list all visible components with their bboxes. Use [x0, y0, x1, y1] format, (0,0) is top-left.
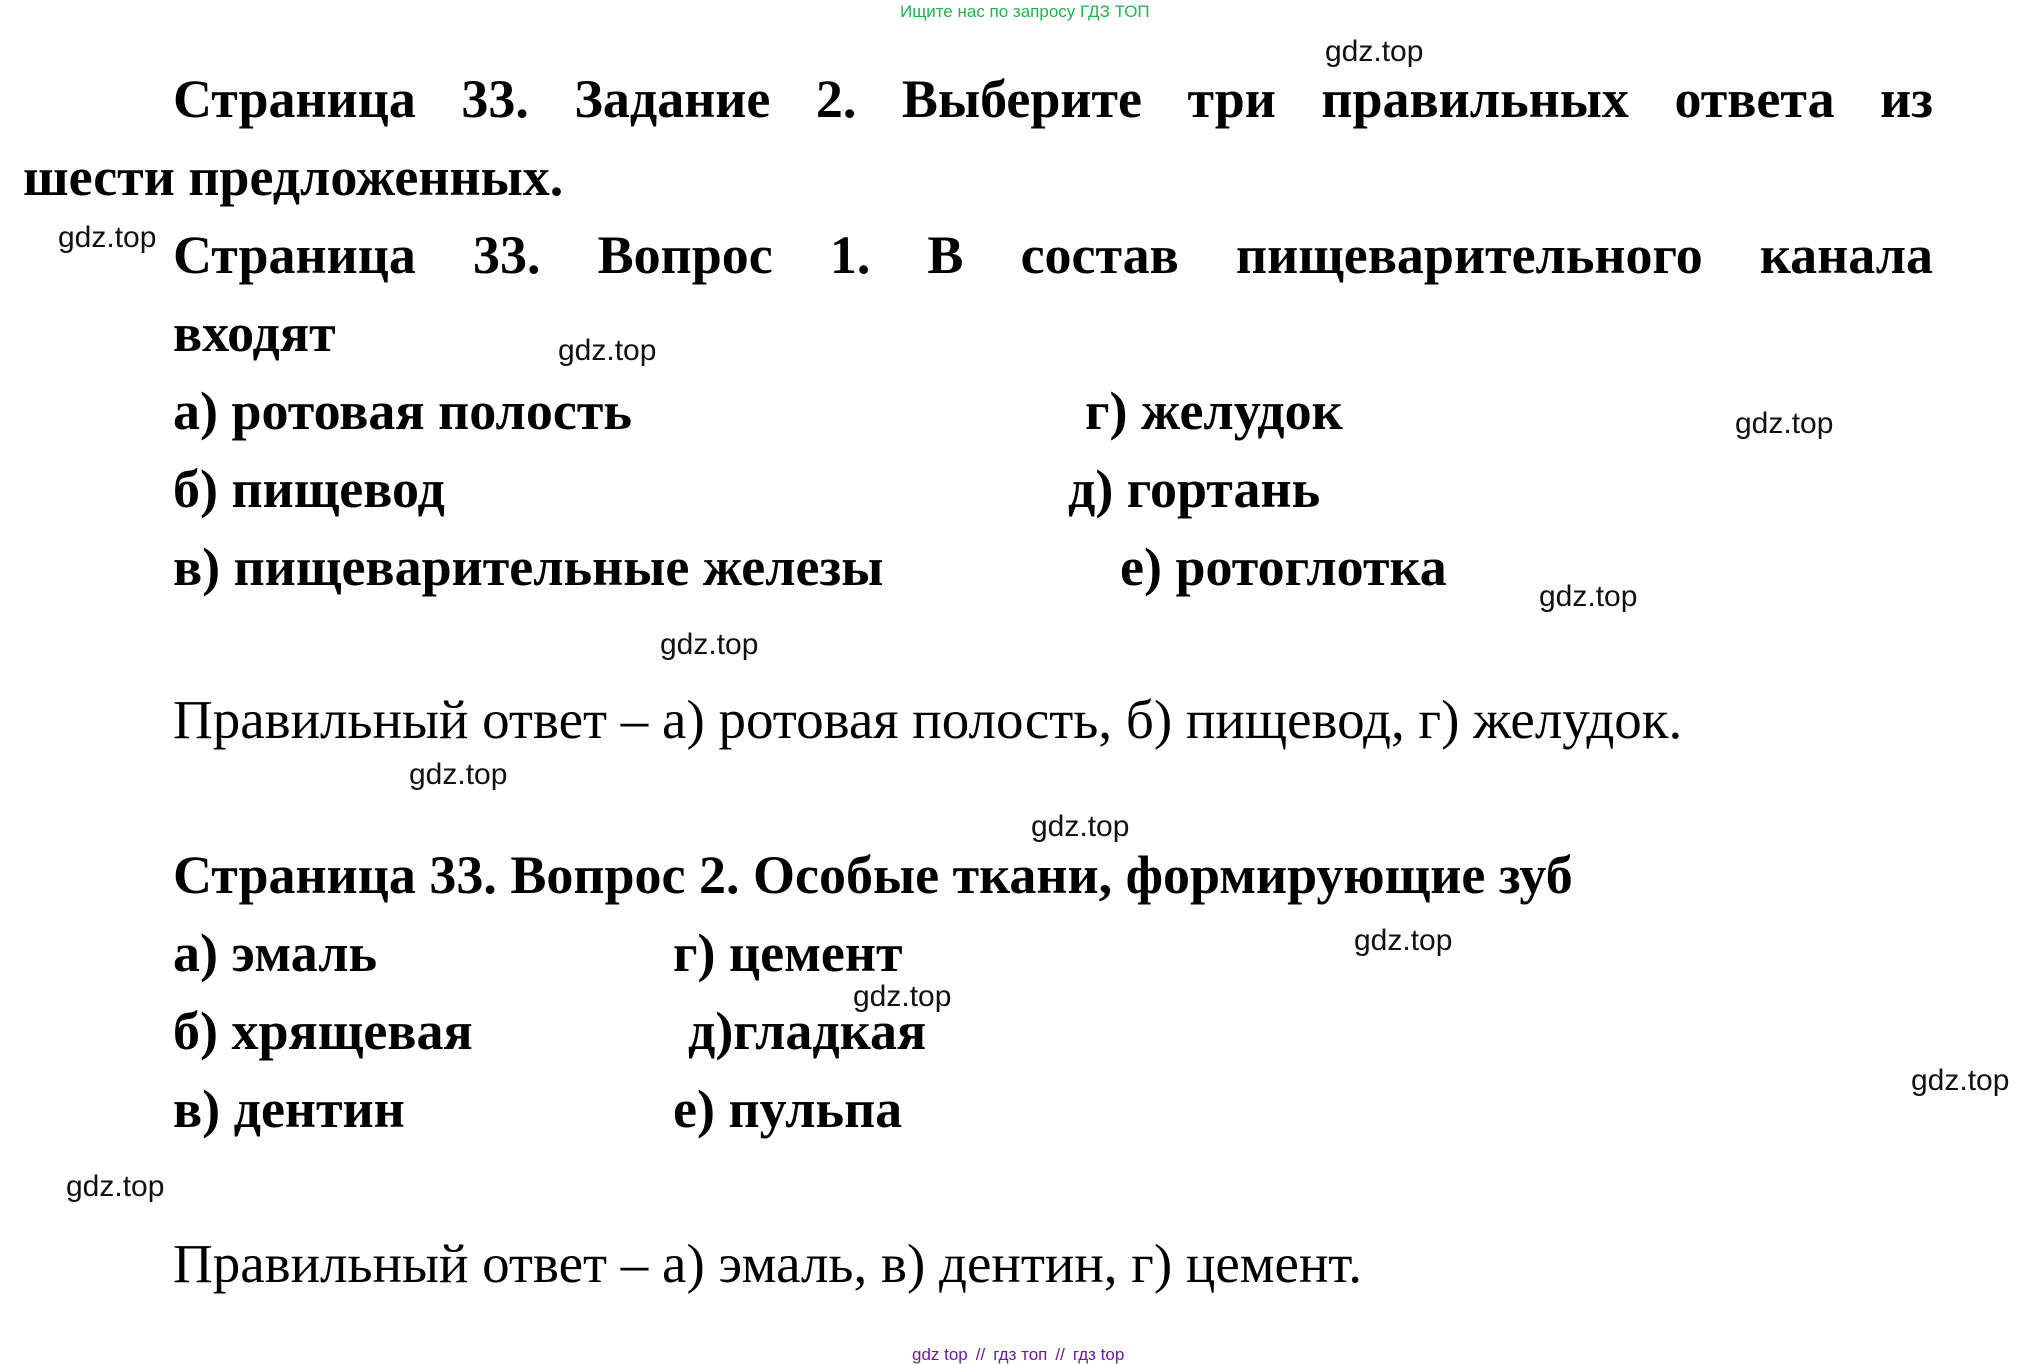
q1-option-b: б) пищевод	[173, 459, 445, 519]
word: 2.	[815, 69, 857, 129]
word: Задание	[574, 69, 771, 129]
q2-option-g: г) цемент	[673, 923, 903, 983]
word: Страница	[173, 225, 416, 285]
task-heading-line2: шести предложенных.	[23, 147, 564, 207]
question2-heading: Страница 33. Вопрос 2. Особые ткани, формирующие зуб	[173, 845, 1573, 905]
watermark: gdz.top	[1325, 35, 1424, 68]
word: В	[927, 225, 964, 285]
footer	[912, 1346, 1124, 1363]
question1-heading-line2: входят	[173, 303, 336, 363]
watermark: gdz.top	[1539, 580, 1638, 613]
q2-option-a: а) эмаль	[173, 923, 378, 983]
watermark: gdz.top	[1911, 1064, 2010, 1097]
watermark: gdz.top	[853, 980, 952, 1013]
word: канала	[1759, 225, 1933, 285]
footer-link[interactable]: gdz top	[912, 1345, 968, 1364]
word: правильных	[1321, 69, 1629, 129]
watermark: gdz.top	[66, 1170, 165, 1203]
footer-separator: //	[1055, 1345, 1065, 1364]
question1-heading-line1	[173, 225, 1933, 285]
watermark: gdz.top	[1735, 407, 1834, 440]
word: Страница	[173, 69, 416, 129]
word: ответа	[1674, 69, 1835, 129]
word: 33.	[461, 69, 529, 129]
footer-link[interactable]: гдз топ	[993, 1345, 1048, 1364]
word: из	[1880, 69, 1933, 129]
watermark: gdz.top	[1354, 924, 1453, 957]
watermark: gdz.top	[409, 758, 508, 791]
task-heading-line1	[173, 69, 1933, 129]
footer-link[interactable]: гдз top	[1072, 1345, 1125, 1364]
q1-option-v: в) пищеварительные железы	[173, 537, 884, 597]
watermark: gdz.top	[558, 334, 657, 367]
q1-option-g: г) желудок	[1085, 381, 1343, 441]
watermark: gdz.top	[660, 628, 759, 661]
q1-option-d: д) гортань	[1068, 459, 1321, 519]
q2-answer: Правильный ответ – а) эмаль, в) дентин, г) цемент.	[173, 1233, 1363, 1294]
word: Выберите	[901, 69, 1142, 129]
top-banner[interactable]: Ищите нас по запросу ГДЗ ТОП	[900, 2, 1150, 21]
word: 33.	[472, 225, 541, 285]
q2-option-b: б) хрящевая	[173, 1001, 473, 1061]
word: 1.	[829, 225, 871, 285]
q1-option-a: а) ротовая полость	[173, 381, 632, 441]
watermark: gdz.top	[1031, 810, 1130, 843]
q1-option-e: е) ротоглотка	[1120, 537, 1447, 597]
footer-separator: //	[975, 1345, 986, 1364]
q1-answer: Правильный ответ – а) ротовая полость, б) пищевод, г) желудок.	[173, 689, 1683, 750]
word: состав	[1020, 225, 1179, 285]
word: пищеварительного	[1235, 225, 1703, 285]
q2-option-e: е) пульпа	[673, 1079, 903, 1139]
word: Вопрос	[597, 225, 773, 285]
watermark: gdz.top	[58, 221, 157, 254]
word: три	[1187, 69, 1276, 129]
q2-option-v: в) дентин	[173, 1079, 405, 1139]
q2-option-d: д)гладкая	[688, 1001, 927, 1061]
